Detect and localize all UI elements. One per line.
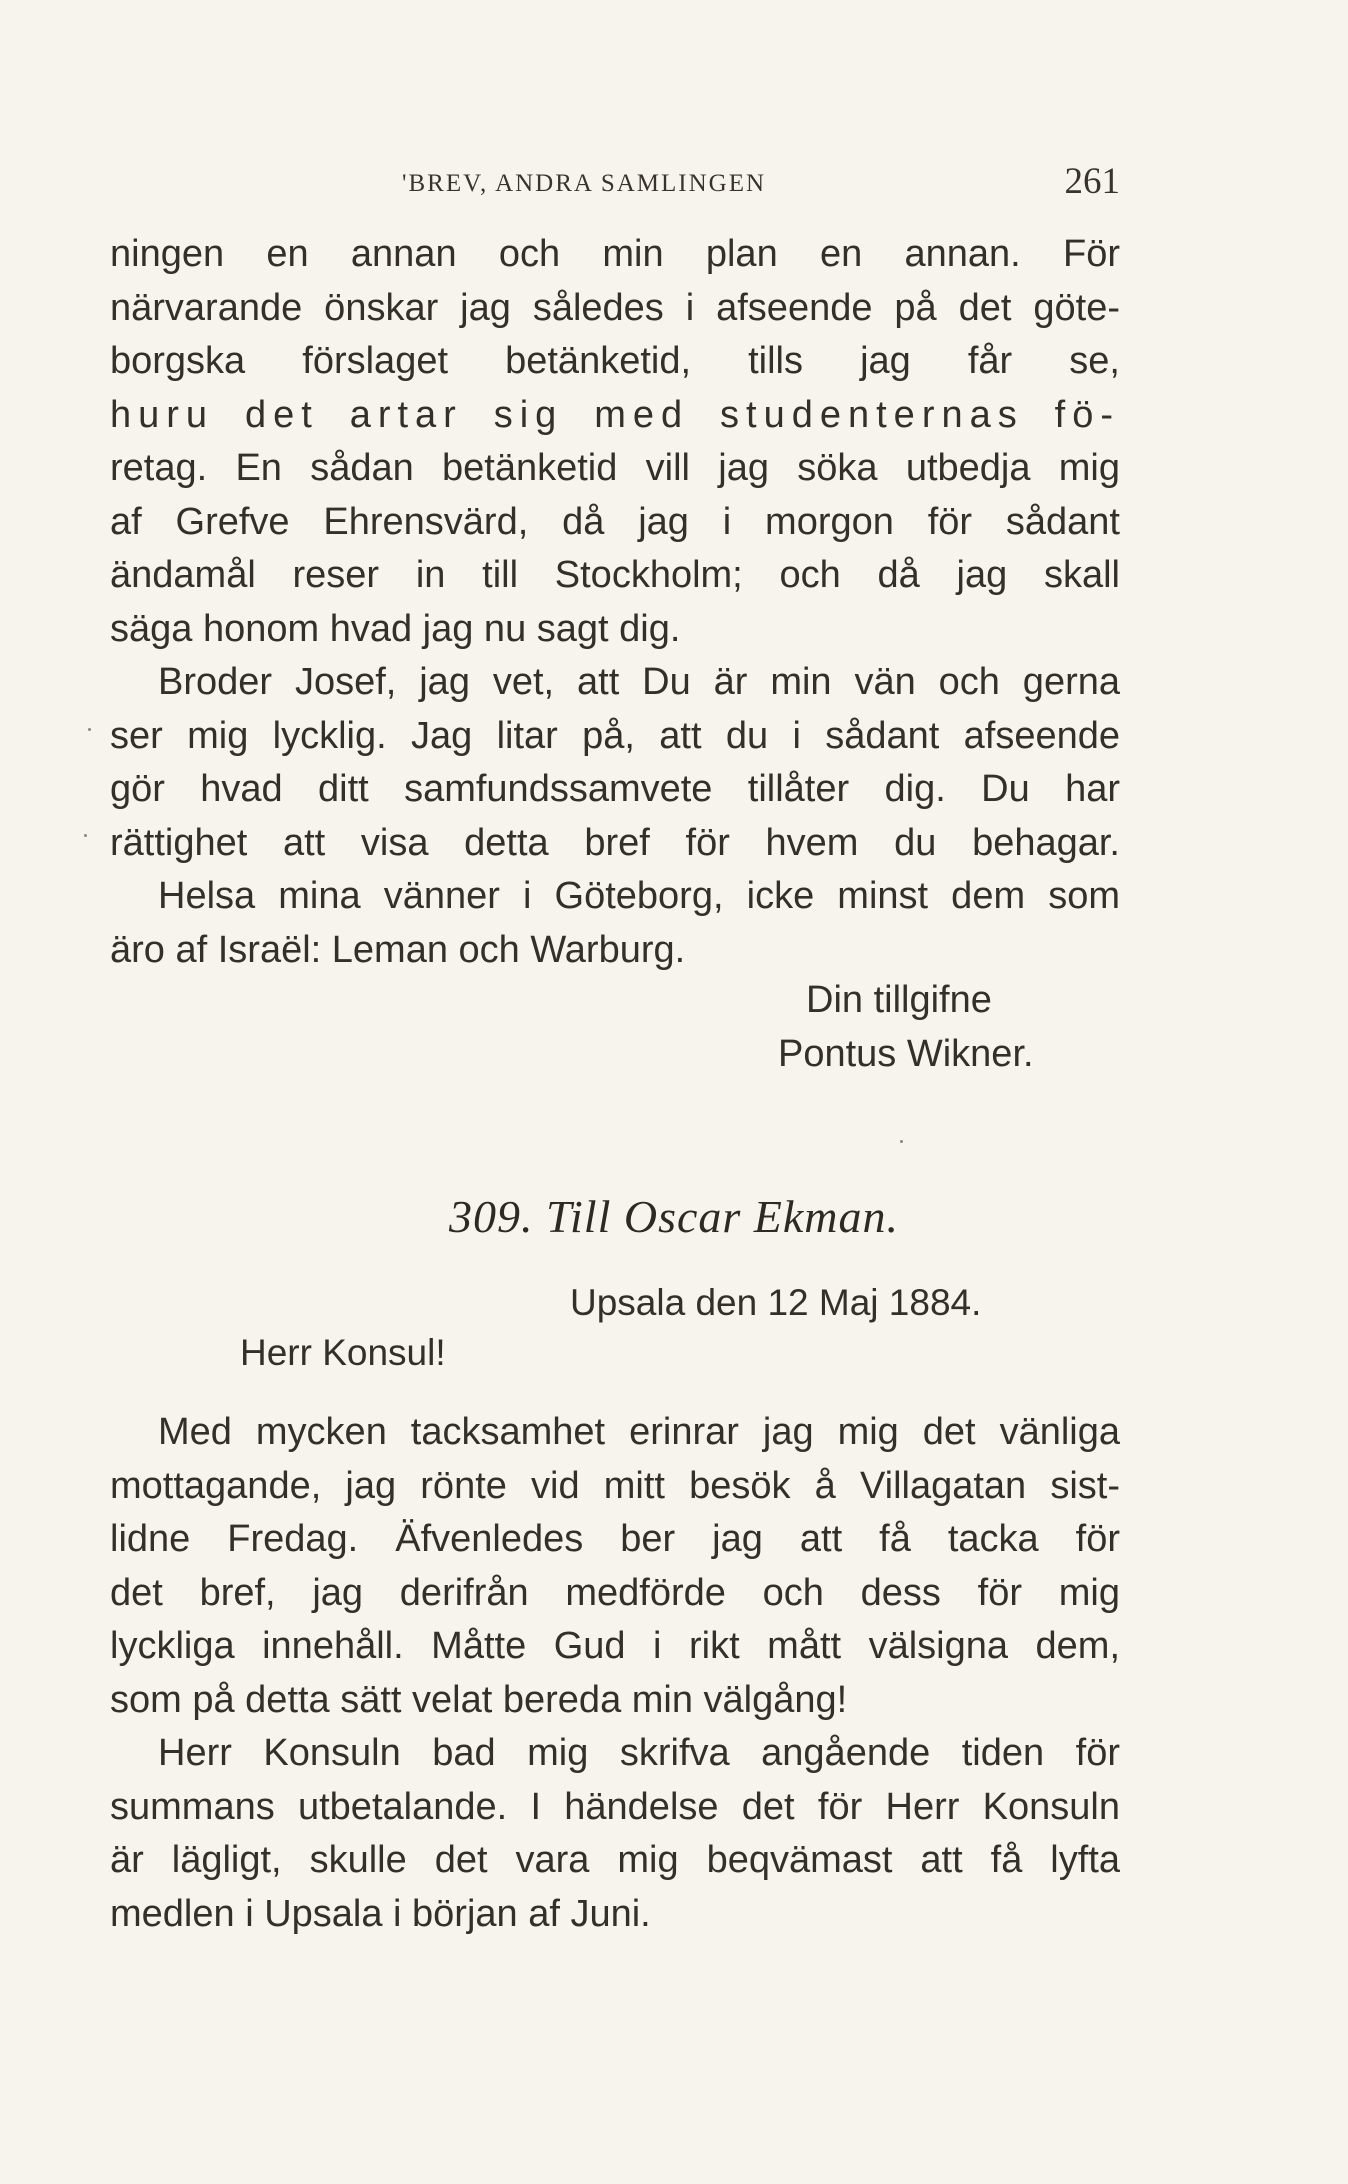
letter-end-body bbox=[110, 228, 1120, 977]
text-line: medlen i Upsala i början af Juni. bbox=[110, 1892, 651, 1935]
running-title: 'BREV, ANDRA SAMLINGEN bbox=[402, 170, 767, 197]
text-line: lidne Fredag. Äfvenledes ber jag att få tacka för bbox=[110, 1518, 1120, 1560]
text-line: af Grefve Ehrensvärd, då jag i morgon för sådant bbox=[110, 500, 1120, 543]
paper-speck bbox=[84, 834, 87, 837]
text-line: Herr Konsuln bad mig skrifva angående tiden för bbox=[158, 1732, 1120, 1774]
text-line: ser mig lycklig. Jag litar på, att du i sådant afseende bbox=[110, 714, 1120, 757]
text-line: Med mycken tacksamhet erinrar jag mig det vänliga bbox=[158, 1411, 1120, 1453]
text-line: närvarande önskar jag således i afseende på det göte- bbox=[110, 286, 1120, 329]
text-line: som på detta sätt velat bereda min välgång! bbox=[110, 1678, 848, 1721]
valediction: Din tillgifne bbox=[806, 979, 992, 1021]
text-line: det bref, jag derifrån medförde och dess för mig bbox=[110, 1571, 1120, 1614]
text-line: retag. En sådan betänketid vill jag söka utbedja mig bbox=[110, 447, 1120, 489]
signature-name: Pontus Wikner. bbox=[778, 1032, 1034, 1075]
text-line: är lägligt, skulle det vara mig beqvämast att få lyfta bbox=[110, 1839, 1120, 1881]
salutation: Herr Konsul! bbox=[240, 1332, 446, 1373]
text-line: rättighet att visa detta bref för hvem du behagar. bbox=[110, 821, 1120, 864]
page-number: 261 bbox=[1064, 161, 1120, 202]
paper-speck bbox=[88, 728, 91, 731]
page-header bbox=[402, 160, 1120, 210]
text-line: ändamål reser in till Stockholm; och då jag skall bbox=[110, 554, 1120, 596]
text-line: Helsa mina vänner i Göteborg, icke minst dem som bbox=[158, 875, 1120, 917]
signature-block bbox=[778, 974, 1034, 1081]
text-line: mottagande, jag rönte vid mitt besök å Villagatan sist- bbox=[110, 1464, 1120, 1507]
letter-309-body bbox=[110, 1406, 1120, 1941]
dateline: Upsala den 12 Maj 1884. bbox=[570, 1282, 982, 1323]
text-line: borgska förslaget betänketid, tills jag får se, bbox=[110, 340, 1120, 382]
letter-heading: 309. Till Oscar Ekman. bbox=[448, 1191, 900, 1242]
text-line: huru det artar sig med studenternas fö- bbox=[110, 393, 1120, 436]
text-line: ningen en annan och min plan en annan. För bbox=[110, 233, 1120, 275]
text-line: Broder Josef, jag vet, att Du är min vän och gerna bbox=[158, 661, 1120, 703]
text-line: gör hvad ditt samfundssamvete tillåter dig. Du har bbox=[110, 768, 1120, 810]
text-line: lyckliga innehåll. Måtte Gud i rikt mått välsigna dem, bbox=[110, 1625, 1120, 1667]
text-line: äro af Israël: Leman och Warburg. bbox=[110, 928, 686, 971]
text-line: säga honom hvad jag nu sagt dig. bbox=[110, 607, 681, 650]
text-line: summans utbetalande. I händelse det för Herr Konsuln bbox=[110, 1785, 1120, 1828]
paper-speck bbox=[900, 1140, 903, 1143]
